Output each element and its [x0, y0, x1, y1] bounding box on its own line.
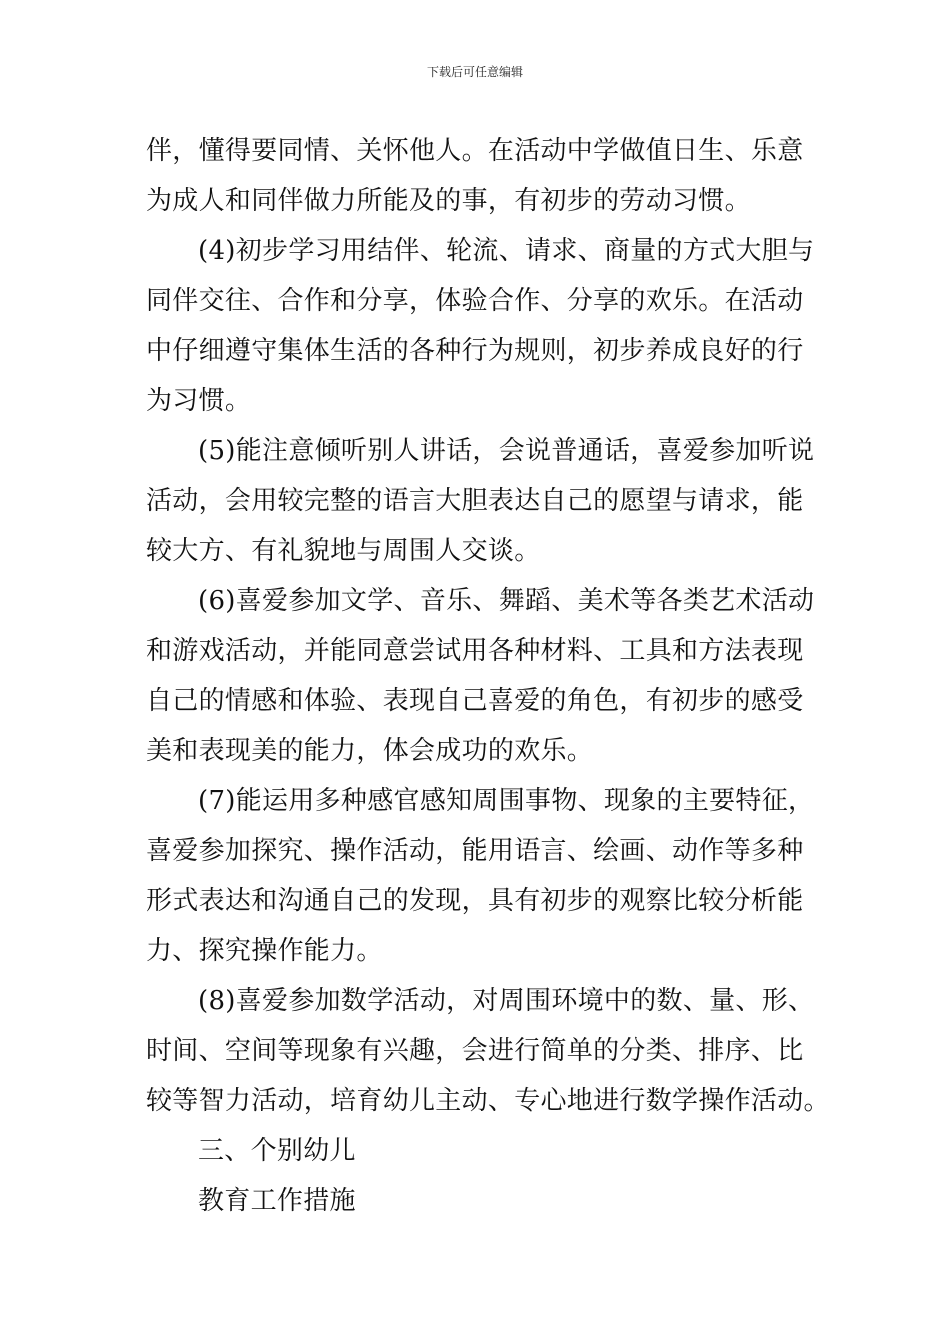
text-line-2: 为成人和同伴做力所能及的事，有初步的劳动习惯。	[146, 186, 751, 216]
text-line-14: (7)能运用多种感官感知周围事物、现象的主要特征，	[198, 786, 815, 816]
text-line-3: (4)初步学习用结伴、轮流、请求、商量的方式大胆与	[198, 236, 815, 266]
text-line-10: (6)喜爱参加文学、音乐、舞蹈、美术等各类艺术活动	[198, 586, 815, 616]
text-line-16: 形式表达和沟通自己的发现，具有初步的观察比较分析能	[146, 886, 804, 916]
text-line-19: 时间、空间等现象有兴趣，会进行简单的分类、排序、比	[146, 1036, 804, 1066]
text-line-6: 为习惯。	[146, 386, 252, 416]
text-line-12: 自己的情感和体验、表现自己喜爱的角色，有初步的感受	[146, 686, 804, 716]
text-line-13: 美和表现美的能力，体会成功的欢乐。	[146, 736, 594, 766]
text-line-17: 力、探究操作能力。	[146, 936, 383, 966]
page-header-note: 下载后可任意编辑	[426, 65, 523, 79]
text-line-9: 较大方、有礼貌地与周围人交谈。	[146, 536, 541, 566]
text-line-7: (5)能注意倾听别人讲话，会说普通话，喜爱参加听说	[198, 436, 815, 466]
section-heading: 三、个别幼儿	[198, 1136, 356, 1166]
text-line-4: 同伴交往、合作和分享，体验合作、分享的欢乐。在活动	[146, 286, 804, 316]
subsection-heading: 教育工作措施	[198, 1186, 356, 1216]
text-line-11: 和游戏活动，并能同意尝试用各种材料、工具和方法表现	[146, 636, 804, 666]
text-line-1: 伴，懂得要同情、关怀他人。在活动中学做值日生、乐意	[146, 136, 804, 166]
text-line-20: 较等智力活动，培育幼儿主动、专心地进行数学操作活动。	[146, 1086, 830, 1116]
text-line-5: 中仔细遵守集体生活的各种行为规则，初步养成良好的行	[146, 336, 804, 366]
text-line-18: (8)喜爱参加数学活动，对周围环境中的数、量、形、	[198, 986, 815, 1016]
document-body	[146, 126, 830, 1226]
text-line-15: 喜爱参加探究、操作活动，能用语言、绘画、动作等多种	[146, 836, 804, 866]
text-line-8: 活动，会用较完整的语言大胆表达自己的愿望与请求，能	[146, 486, 804, 516]
